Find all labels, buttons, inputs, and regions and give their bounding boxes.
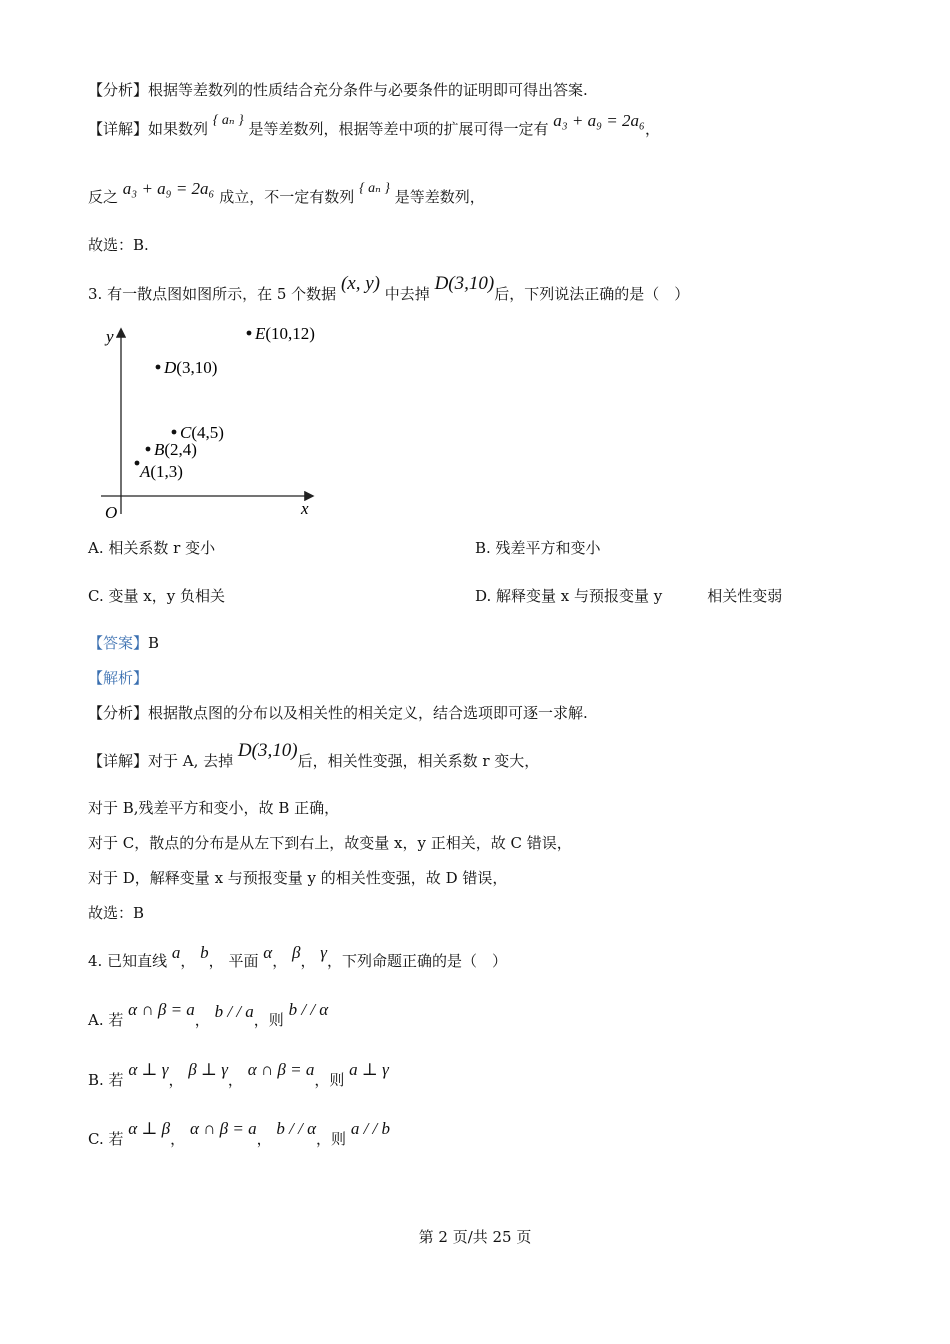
scatter-label-1: A(1,3) — [140, 462, 183, 481]
q3-option-d: D. 解释变量 x 与预报变量 y 相关性变弱 — [475, 587, 783, 605]
y-axis-label: y — [106, 327, 114, 346]
scatter-point-4 — [156, 365, 161, 370]
q4-stem-end: ，下列命题正确的是（ ） — [326, 952, 507, 970]
q4-line-b: b — [200, 943, 209, 962]
q4-gamma: γ — [320, 943, 327, 962]
analysis-line-1: 【分析】根据等差数列的性质结合充分条件与必要条件的证明即可得出答案. — [88, 81, 588, 99]
q3-stem-end: 后，下列说法正确的是（ ） — [494, 285, 690, 303]
condition: b / / α — [276, 1119, 317, 1138]
sequence-an-2: { aₙ } — [359, 181, 390, 196]
q3-answer — [88, 632, 159, 654]
option-label: B. 若 — [88, 1071, 124, 1089]
q4-option-c — [88, 1119, 391, 1150]
q3-detail-point: D(3,10) — [237, 740, 298, 761]
q3-parse-tag: 【解析】 — [88, 669, 149, 687]
q3-analysis: 【分析】根据散点图的分布以及相关性的相关定义，结合选项即可逐一求解. — [88, 704, 588, 722]
q3-stem — [88, 273, 690, 305]
option-label: C. 若 — [88, 1130, 124, 1148]
q3-point-d: D(3,10) — [434, 273, 495, 294]
q4-option-b — [88, 1060, 389, 1091]
x-axis-label: x — [301, 499, 309, 518]
scatter-point-5 — [247, 331, 252, 336]
option-label: A. 若 — [88, 1011, 124, 1029]
equation-2: a₃ + a₉ = 2a₆ — [122, 179, 215, 198]
sep: ， — [272, 952, 288, 970]
then: ，则 — [316, 1130, 347, 1148]
condition: β ⊥ γ — [188, 1060, 228, 1079]
scatter-label-3: C(4,5) — [180, 423, 224, 442]
scatter-plot — [96, 318, 336, 528]
q4-stem-prefix: 4. 已知直线 — [88, 952, 168, 970]
q3-detail-prefix: 【详解】对于 A, 去掉 — [88, 752, 234, 770]
q3-line-b: 对于 B,残差平方和变小，故 B 正确， — [88, 799, 340, 817]
scatter-label-2: B(2,4) — [154, 440, 197, 459]
q4-alpha: α — [263, 943, 273, 962]
q3-xy: (x, y) — [340, 273, 380, 294]
choose-line-1: 故选：B. — [88, 236, 149, 254]
condition: α ⊥ β — [128, 1119, 171, 1138]
converse-end: 是等差数列， — [394, 188, 485, 206]
q4-line-a: a — [171, 943, 181, 962]
sep: ， — [208, 952, 224, 970]
result: a / / b — [350, 1119, 391, 1138]
q3-choose: 故选：B — [88, 904, 145, 922]
answer-value: B — [148, 634, 160, 652]
comma: ， — [644, 120, 660, 138]
answer-tag: 【答案】 — [88, 634, 149, 652]
then: ，则 — [253, 1011, 284, 1029]
scatter-label-5: E(10,12) — [255, 324, 315, 343]
q3-stem-prefix: 3. 有一散点图如图所示，在 5 个数据 — [88, 285, 337, 303]
q3-option-a: A. 相关系数 r 变小 — [88, 539, 216, 557]
detail-prefix: 【详解】如果数列 — [88, 120, 209, 138]
sep: ， — [300, 952, 316, 970]
q4-beta: β — [292, 943, 301, 962]
q3-detail-end: 后，相关性变强，相关系数 r 变大， — [297, 752, 540, 770]
sep: ， — [256, 1130, 272, 1148]
detail-line-1 — [88, 111, 660, 142]
condition: α ∩ β = a — [247, 1060, 315, 1079]
q3-line-d: 对于 D，解释变量 x 与预报变量 y 的相关性变强，故 D 错误， — [88, 869, 508, 887]
q3-stem-mid: 中去掉 — [384, 285, 430, 303]
scatter-point-1 — [135, 461, 140, 466]
q3-option-c: C. 变量 x，y 负相关 — [88, 587, 225, 605]
q3-line-c: 对于 C，散点的分布是从左下到右上，故变量 x，y 正相关，故 C 错误， — [88, 834, 572, 852]
then: ，则 — [314, 1071, 345, 1089]
origin-label: O — [105, 503, 118, 522]
sep: ， — [227, 1071, 243, 1089]
sequence-an: { aₙ } — [212, 113, 244, 128]
detail-mid: 是等差数列，根据等差中项的扩展可得一定有 — [248, 120, 549, 138]
scatter-label-4: D(3,10) — [164, 358, 218, 377]
sep: ， — [168, 1071, 184, 1089]
equation-1: a₃ + a₉ = 2a₆ — [553, 111, 645, 130]
converse-mid: 成立，不一定有数列 — [219, 188, 355, 206]
sep: ， — [180, 952, 196, 970]
result: b / / α — [288, 1000, 329, 1019]
condition: α ∩ β = a — [128, 1000, 195, 1019]
sep: ， — [170, 1130, 186, 1148]
q4-option-a — [88, 1000, 329, 1031]
converse-line — [88, 179, 485, 210]
page-footer: 第 2 页/共 25 页 — [418, 1228, 532, 1246]
sep: ， — [194, 1011, 210, 1029]
condition: b / / a — [214, 1002, 254, 1021]
q4-plane-text: 平面 — [228, 952, 259, 970]
scatter-point-2 — [146, 447, 151, 452]
scatter-point-3 — [172, 430, 177, 435]
condition: α ∩ β = a — [189, 1119, 257, 1138]
q3-detail — [88, 740, 540, 772]
q4-stem — [88, 943, 507, 972]
converse-prefix: 反之 — [88, 188, 119, 206]
condition: α ⊥ γ — [128, 1060, 169, 1079]
result: a ⊥ γ — [349, 1060, 389, 1079]
q3-option-b: B. 残差平方和变小 — [475, 539, 601, 557]
